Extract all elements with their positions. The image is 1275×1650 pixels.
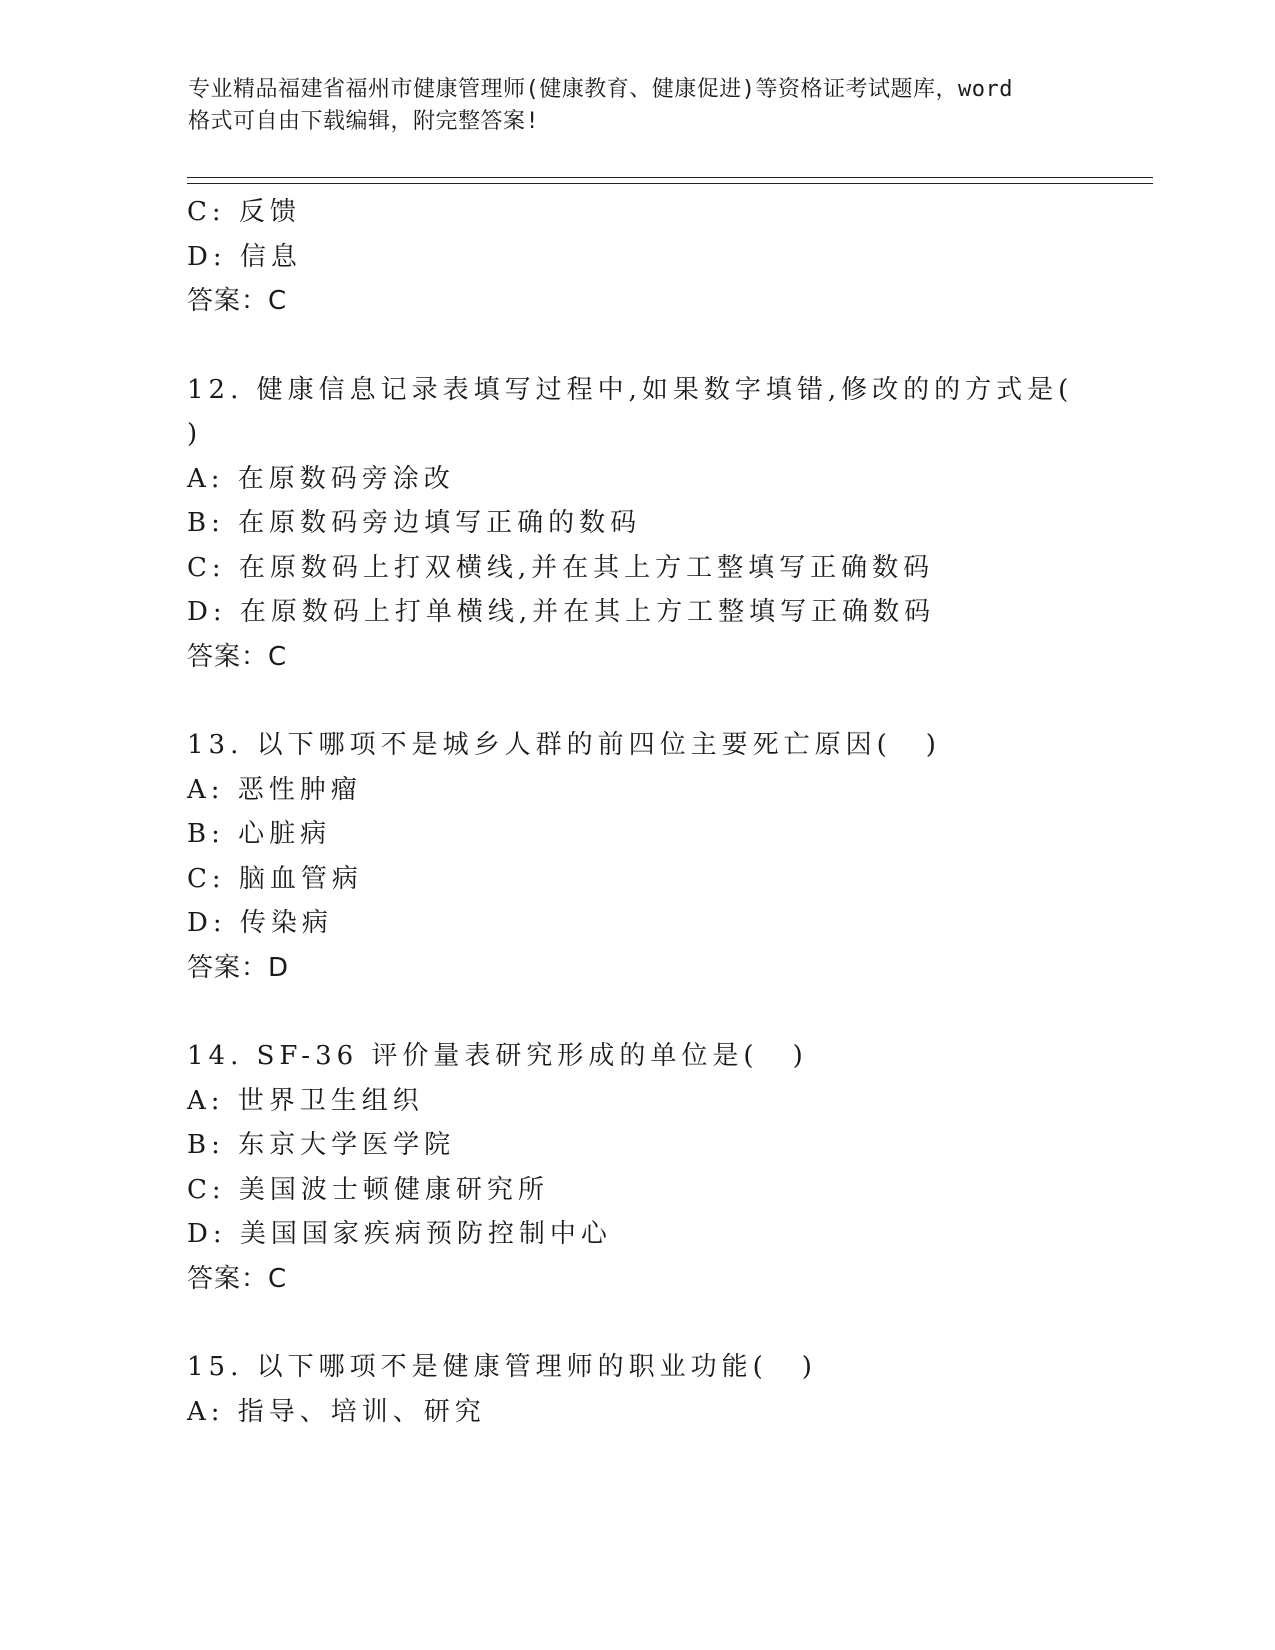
q15-stem xyxy=(187,1351,817,1383)
q14-option-c: C: 美国波士顿健康研究所 xyxy=(187,1175,549,1205)
q14-stem-text: 14. SF-36 评价量表研究形成的单位是( xyxy=(187,1041,759,1071)
q15-stem-text: 15. 以下哪项不是健康管理师的职业功能( xyxy=(187,1352,768,1382)
q12-option-d: D: 在原数码上打单横线,并在其上方工整填写正确数码 xyxy=(187,597,936,627)
q12-option-c: C: 在原数码上打双横线,并在其上方工整填写正确数码 xyxy=(187,553,935,583)
q13-stem-close: ) xyxy=(925,730,941,760)
header-rule-bottom xyxy=(187,183,1153,184)
q14-answer: 答案：C xyxy=(187,1264,288,1294)
q12-stem: 12. 健康信息记录表填写过程中,如果数字填错,修改的的方式是( xyxy=(187,375,1074,405)
q15-option-a: A: 指导、培训、研究 xyxy=(187,1397,486,1427)
q12-answer: 答案：C xyxy=(187,642,288,672)
q12-option-a: A: 在原数码旁涂改 xyxy=(187,464,455,494)
q13-option-c: C: 脑血管病 xyxy=(187,864,363,894)
q13-option-a: A: 恶性肿瘤 xyxy=(187,775,362,805)
q12-option-b: B: 在原数码旁边填写正确的数码 xyxy=(187,508,642,538)
q14-option-b: B: 东京大学医学院 xyxy=(187,1130,456,1160)
q11-option-d: D: 信息 xyxy=(187,242,302,272)
header-line-1: 专业精品福建省福州市健康管理师(健康教育、健康促进)等资格证考试题库，word xyxy=(188,77,1013,102)
q11-answer: 答案：C xyxy=(187,286,288,316)
header-rule-top xyxy=(187,177,1153,178)
header-line-2: 格式可自由下载编辑，附完整答案! xyxy=(188,109,540,134)
q14-stem xyxy=(187,1040,808,1072)
q15-stem-close: ) xyxy=(801,1352,817,1382)
q11-option-c: C: 反馈 xyxy=(187,197,301,227)
document-header xyxy=(188,74,1098,138)
q14-option-d: D: 美国国家疾病预防控制中心 xyxy=(187,1219,612,1249)
q14-stem-close: ) xyxy=(792,1041,808,1071)
q13-answer: 答案：D xyxy=(187,953,290,983)
q13-stem-text: 13. 以下哪项不是城乡人群的前四位主要死亡原因( xyxy=(187,730,892,760)
q12-stem-continued: ) xyxy=(187,419,203,449)
q13-option-d: D: 传染病 xyxy=(187,908,333,938)
q14-option-a: A: 世界卫生组织 xyxy=(187,1086,424,1116)
q13-stem xyxy=(187,729,941,761)
q13-option-b: B: 心脏病 xyxy=(187,819,332,849)
